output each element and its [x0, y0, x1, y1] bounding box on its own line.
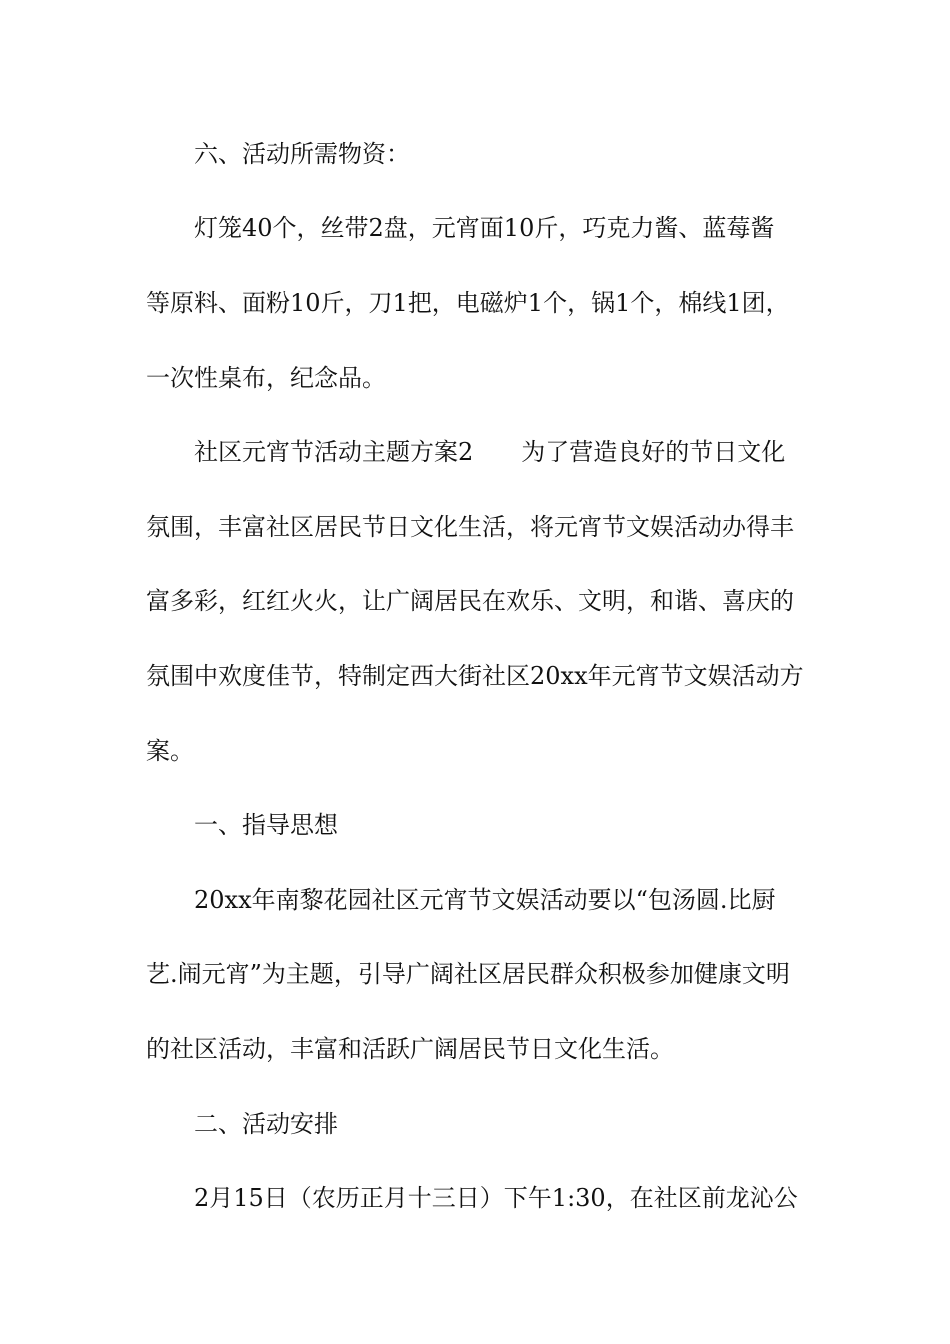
- paragraph-line: 等原料、面粉10斤，刀1把，电磁炉1个，锅1个，棉线1团，: [146, 289, 790, 317]
- paragraph-line: 艺.闹元宵”为主题，引导广阔社区居民群众积极参加健康文明: [146, 960, 790, 988]
- paragraph-line: 灯笼40个，丝带2盘，元宵面10斤，巧克力酱、蓝莓酱: [194, 214, 775, 242]
- paragraph-line: 20xx年南黎花园社区元宵节文娱活动要以“包汤圆.比厨: [194, 886, 776, 914]
- paragraph-line: 富多彩，红红火火，让广阔居民在欢乐、文明，和谐、喜庆的: [146, 587, 794, 615]
- paragraph-line: 的社区活动，丰富和活跃广阔居民节日文化生活。: [146, 1035, 674, 1063]
- section-heading-materials: 六、活动所需物资：: [194, 140, 410, 168]
- paragraph-line: 氛围中欢度佳节，特制定西大街社区20xx年元宵节文娱活动方: [146, 662, 804, 690]
- paragraph-text: 为了营造良好的节日文化: [521, 438, 786, 466]
- plan-title-line: [194, 436, 785, 468]
- paragraph-line: 一次性桌布，纪念品。: [146, 364, 386, 392]
- paragraph-line: 案。: [146, 737, 194, 765]
- plan-title: 社区元宵节活动主题方案2: [194, 438, 474, 466]
- section-heading-guiding-ideology: 一、指导思想: [194, 811, 338, 839]
- paragraph-line: 2月15日（农历正月十三日）下午1:30，在社区前龙沁公: [194, 1184, 798, 1212]
- paragraph-line: 氛围，丰富社区居民节日文化生活，将元宵节文娱活动办得丰: [146, 513, 794, 541]
- section-heading-activity-arrangement: 二、活动安排: [194, 1110, 338, 1138]
